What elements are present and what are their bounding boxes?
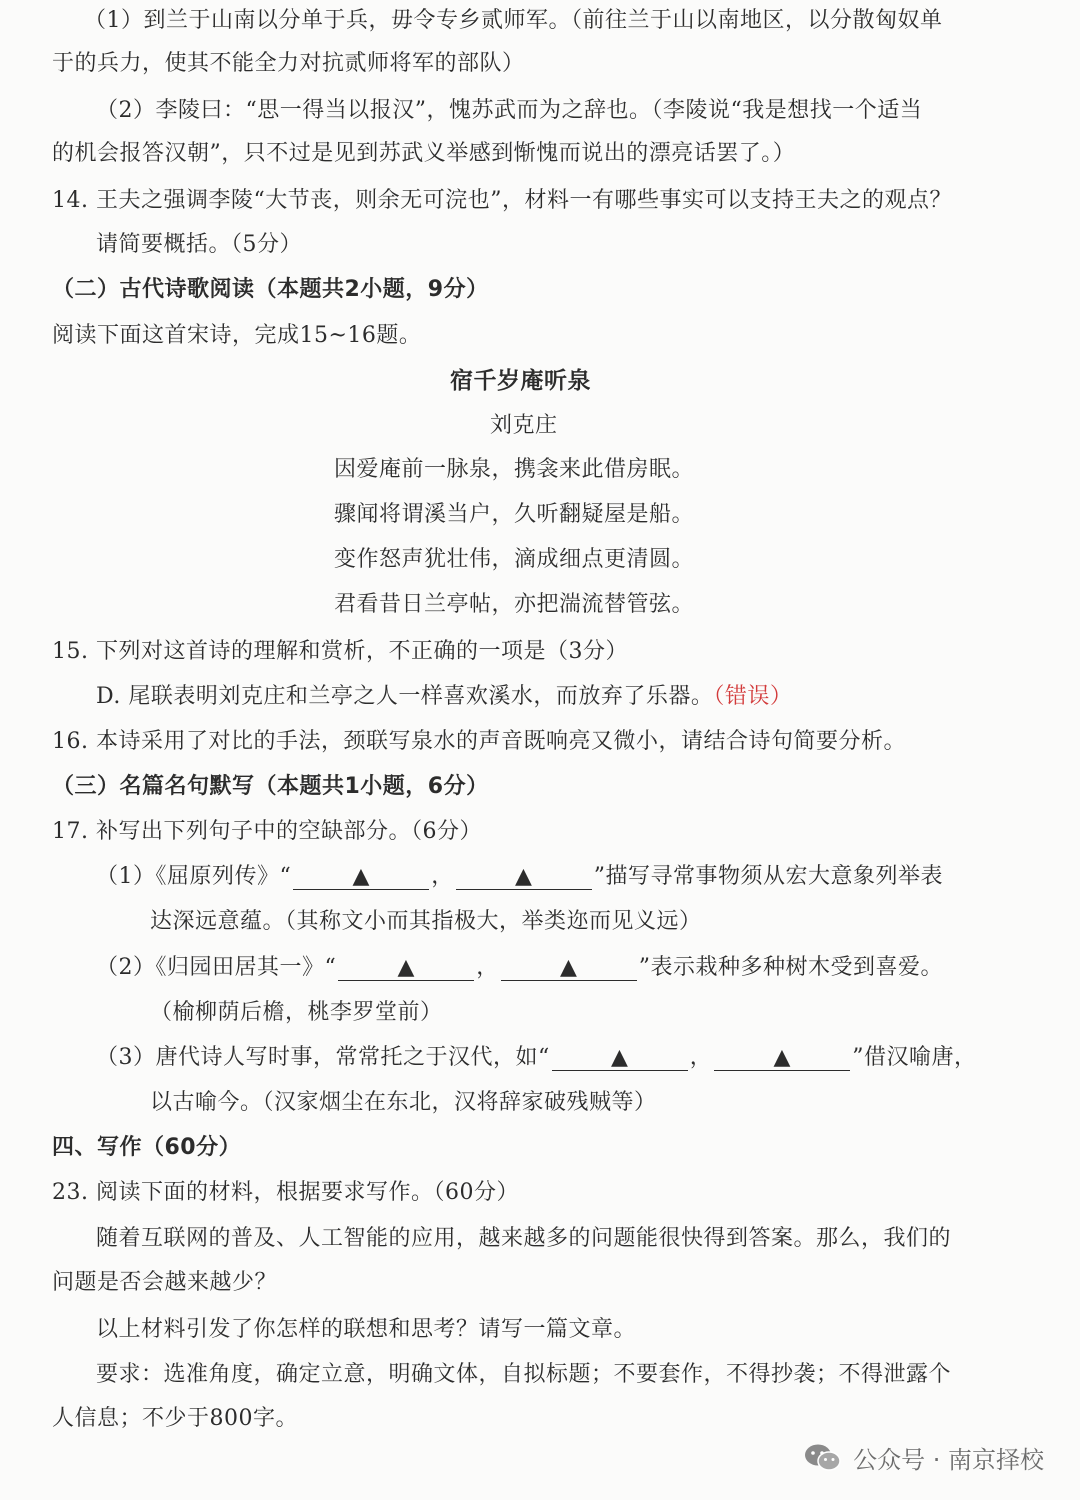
poem-line: 骤闻将谓溪当户，久听翻疑屋是船。 — [334, 502, 695, 527]
fill-in-1 — [96, 862, 943, 892]
text-line: （1）到兰于山南以分单于兵，毋令专乡贰师军。（前往兰于山以南地区，以分散匈奴单 — [84, 8, 943, 33]
fill-in-2 — [96, 953, 943, 983]
answer-blank — [714, 1046, 850, 1071]
answer-blank — [501, 956, 637, 981]
error-mark: （错误） — [713, 684, 793, 709]
poem-line: 君看昔日兰亭帖，亦把湍流替管弦。 — [334, 592, 695, 617]
text-line: 以上材料引发了你怎样的联想和思考？请写一篇文章。 — [96, 1317, 637, 1342]
text-line: 达深远意蕴。（其称文小而其指极大，举类迩而见义远） — [150, 909, 702, 934]
fill-in-text: （3）唐代诗人写时事，常常托之于汉代，如“ — [96, 1045, 550, 1070]
answer-blank — [338, 956, 474, 981]
fill-in-3 — [96, 1043, 977, 1073]
text-line: 的机会报答汉朝”，只不过是见到苏武义举感到惭愧而说出的漂亮话罢了。） — [52, 141, 796, 166]
blank-marker: ▲ — [397, 955, 415, 980]
text-line: 问题是否会越来越少？ — [52, 1270, 278, 1295]
text-line: （榆柳荫后檐，桃李罗堂前） — [150, 1000, 443, 1025]
text-line: 于的兵力，使其不能全力对抗贰师将军的部队） — [52, 51, 525, 76]
fill-in-text: （1）《屈原列传》“ — [96, 864, 292, 889]
footer-text: 公众号 · 南京择校 — [853, 1446, 1044, 1474]
blank-marker: ▲ — [773, 1045, 791, 1070]
text-line: 以古喻今。（汉家烟尘在东北，汉将辞家破残贼等） — [150, 1090, 657, 1115]
blank-marker: ▲ — [352, 864, 370, 889]
blank-marker: ▲ — [560, 955, 578, 980]
answer-blank — [293, 865, 429, 890]
blank-separator: ， — [431, 864, 454, 889]
option-d-text: D. 尾联表明刘克庄和兰亭之人一样喜欢溪水，而放弃了乐器。 — [96, 684, 714, 709]
question-17: 17. 补写出下列句子中的空缺部分。（6分） — [52, 819, 482, 844]
answer-blank — [552, 1046, 688, 1071]
text-line: 随着互联网的普及、人工智能的应用，越来越多的问题能很快得到答案。那么，我们的 — [96, 1226, 952, 1251]
fill-in-text: （2）《归园田居其一》“ — [96, 955, 337, 980]
poem-line: 因爱庵前一脉泉，携衾来此借房眠。 — [334, 457, 695, 482]
footer-brand — [803, 1440, 1044, 1475]
question-23: 23. 阅读下面的材料，根据要求写作。（60分） — [52, 1180, 519, 1205]
section-heading: （二）古代诗歌阅读（本题共2小题，9分） — [52, 277, 489, 302]
answer-blank — [456, 865, 592, 890]
blank-marker: ▲ — [515, 864, 533, 889]
poem-author: 刘克庄 — [490, 413, 558, 438]
text-line: 请简要概括。（5分） — [96, 232, 302, 257]
poem-line: 变作怒声犹壮伟，滴成细点更清圆。 — [334, 547, 695, 572]
blank-marker: ▲ — [611, 1045, 629, 1070]
fill-in-text: ”表示栽种多种树木受到喜爱。 — [638, 955, 944, 980]
text-line: （2）李陵曰：“思一得当以报汉”，愧苏武而为之辞也。（李陵说“我是想找一个适当 — [96, 98, 923, 123]
question-14: 14. 王夫之强调李陵“大节丧，则余无可浣也”，材料一有哪些事实可以支持王夫之的观点？ — [52, 188, 952, 213]
poem-title: 宿千岁庵听泉 — [450, 368, 591, 394]
wechat-icon — [803, 1442, 843, 1474]
text-line: 阅读下面这首宋诗，完成15~16题。 — [52, 323, 422, 348]
section-heading: （三）名篇名句默写（本题共1小题，6分） — [52, 774, 489, 799]
fill-in-text: ”借汉喻唐， — [852, 1045, 977, 1070]
section-heading: 四、写作（60分） — [52, 1135, 242, 1160]
question-16: 16. 本诗采用了对比的手法，颈联写泉水的声音既响亮又微小，请结合诗句简要分析。 — [52, 729, 906, 754]
option-d — [96, 682, 792, 712]
text-line: 人信息；不少于800字。 — [52, 1406, 298, 1431]
question-15: 15. 下列对这首诗的理解和赏析，不正确的一项是（3分） — [52, 639, 628, 664]
blank-separator: ， — [476, 955, 499, 980]
fill-in-text: ”描写寻常事物须从宏大意象列举表 — [593, 864, 944, 889]
blank-separator: ， — [689, 1045, 713, 1070]
text-line: 要求：选准角度，确定立意，明确文体，自拟标题；不要套作，不得抄袭；不得泄露个 — [96, 1362, 952, 1387]
